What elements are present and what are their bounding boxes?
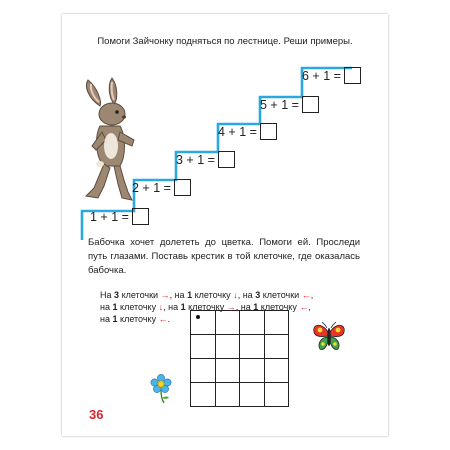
grid-cell[interactable] <box>215 311 240 335</box>
arrow-left-icon: ← <box>299 302 309 312</box>
grid-cell[interactable] <box>215 335 240 359</box>
equation-1: 1 + 1 = <box>90 208 149 225</box>
grid-cell[interactable] <box>191 311 216 335</box>
answer-box[interactable] <box>260 123 277 140</box>
grid-cell[interactable] <box>191 383 216 407</box>
grid-cell[interactable] <box>264 359 289 383</box>
grid-cell[interactable] <box>215 383 240 407</box>
butterfly-task-text: Бабочка хочет долететь до цветка. Помоги ей. Проследи путь глазами. Поставь крестик в той клеточке, где оказалась бабочка. <box>88 237 360 276</box>
answer-box[interactable] <box>344 67 361 84</box>
answer-box[interactable] <box>132 208 149 225</box>
bunny-illustration <box>82 76 142 208</box>
arrow-left-icon: ← <box>158 314 168 324</box>
arrow-right-icon: → <box>226 302 236 312</box>
arrow-left-icon: ← <box>301 290 311 300</box>
answer-box[interactable] <box>302 96 319 113</box>
workbook-page <box>62 14 388 436</box>
equation-2: 2 + 1 = <box>132 179 191 196</box>
flower-icon <box>150 374 172 404</box>
grid-cell[interactable] <box>240 359 265 383</box>
task-title: Помоги Зайчонку подняться по лестнице. Реши примеры. <box>97 36 353 47</box>
arrow-right-icon: → <box>160 290 170 300</box>
grid-cell[interactable] <box>264 383 289 407</box>
page-number: 36 <box>89 407 104 422</box>
cell-grid <box>190 310 289 407</box>
equation-3: 3 + 1 = <box>176 151 235 168</box>
answer-box[interactable] <box>174 179 191 196</box>
grid-cell[interactable] <box>240 383 265 407</box>
grid-cell[interactable] <box>240 335 265 359</box>
arrow-down-icon: ↓ <box>158 302 164 312</box>
start-dot <box>196 315 200 319</box>
grid-cell[interactable] <box>191 335 216 359</box>
answer-box[interactable] <box>218 151 235 168</box>
equation-4: 4 + 1 = <box>218 123 277 140</box>
grid-cell[interactable] <box>264 335 289 359</box>
grid-cell[interactable] <box>264 311 289 335</box>
equation-5: 5 + 1 = <box>260 96 319 113</box>
grid-cell[interactable] <box>191 359 216 383</box>
equation-6: 6 + 1 = <box>302 67 361 84</box>
grid-cell[interactable] <box>240 311 265 335</box>
butterfly-icon <box>312 322 346 352</box>
grid-cell[interactable] <box>215 359 240 383</box>
instruction-line-1: На 3 клеточки →, на 1 клеточку ↓, на 3 клеточки ←, <box>100 290 314 300</box>
arrow-down-icon: ↓ <box>233 290 238 300</box>
instruction-line-2: на 1 клеточку ↓, на 1 клеточку →, на 1 клеточку ←, <box>100 302 311 312</box>
instruction-line-3: на 1 клеточку ←. <box>100 314 171 324</box>
